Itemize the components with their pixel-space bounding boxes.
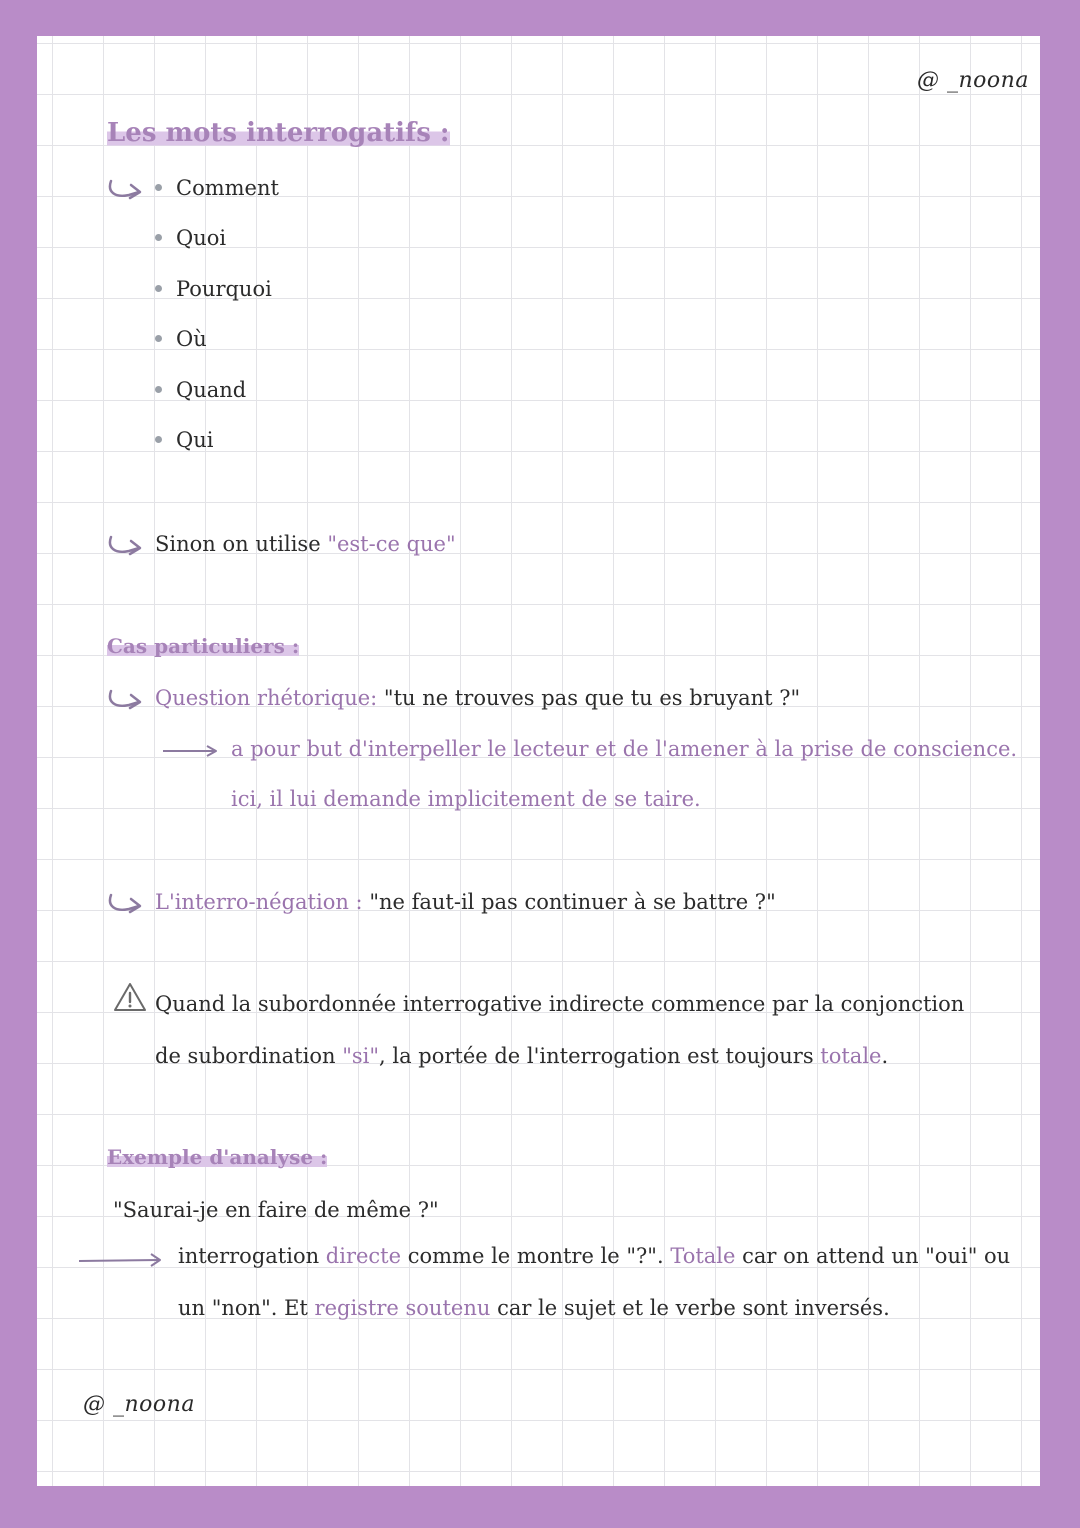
section-title-interrogatifs: Les mots interrogatifs : <box>107 118 450 148</box>
case-interro-negation: L'interro-négation : "ne faut-il pas continuer à se battre ?" <box>155 890 776 914</box>
right-arrow-icon <box>161 744 219 758</box>
section-title-cas-particuliers: Cas particuliers : <box>107 634 300 658</box>
list-item: Qui <box>155 428 213 452</box>
bullet-icon <box>155 184 162 191</box>
right-arrow-icon <box>77 1252 163 1268</box>
list-item: Quoi <box>155 226 226 250</box>
bullet-icon <box>155 335 162 342</box>
rhetorique-explanation-2: ici, il lui demande implicitement de se taire. <box>231 787 701 811</box>
list-item: Où <box>155 327 207 351</box>
hook-arrow-icon <box>107 892 143 916</box>
notebook-page <box>37 36 1040 1486</box>
signature-bottom: @ _noona <box>83 1392 195 1417</box>
list-item: Comment <box>155 176 279 200</box>
note-est-ce-que: Sinon on utilise "est-ce que" <box>155 532 456 556</box>
list-item: Quand <box>155 378 246 402</box>
bullet-icon <box>155 386 162 393</box>
list-item: Pourquoi <box>155 277 272 301</box>
hook-arrow-icon <box>107 178 143 202</box>
section-title-exemple: Exemple d'analyse : <box>107 1145 328 1169</box>
warning-line-2: de subordination "si", la portée de l'interrogation est toujours totale. <box>155 1044 889 1068</box>
signature-top: @ _noona <box>917 68 1029 93</box>
bullet-icon <box>155 285 162 292</box>
analysis-line-1: interrogation directe comme le montre le "?". Totale car on attend un "oui" ou <box>178 1244 1011 1268</box>
warning-icon <box>113 982 147 1012</box>
warning-line-1: Quand la subordonnée interrogative indirecte commence par la conjonction <box>155 992 965 1016</box>
bullet-icon <box>155 436 162 443</box>
bullet-icon <box>155 234 162 241</box>
hook-arrow-icon <box>107 688 143 712</box>
case-rhetorique: Question rhétorique: "tu ne trouves pas que tu es bruyant ?" <box>155 686 801 710</box>
example-quote: "Saurai-je en faire de même ?" <box>113 1198 439 1222</box>
hook-arrow-icon <box>107 534 143 558</box>
analysis-line-2: un "non". Et registre soutenu car le sujet et le verbe sont inversés. <box>178 1296 890 1320</box>
rhetorique-explanation-1: a pour but d'interpeller le lecteur et de l'amener à la prise de conscience. <box>231 737 1018 761</box>
